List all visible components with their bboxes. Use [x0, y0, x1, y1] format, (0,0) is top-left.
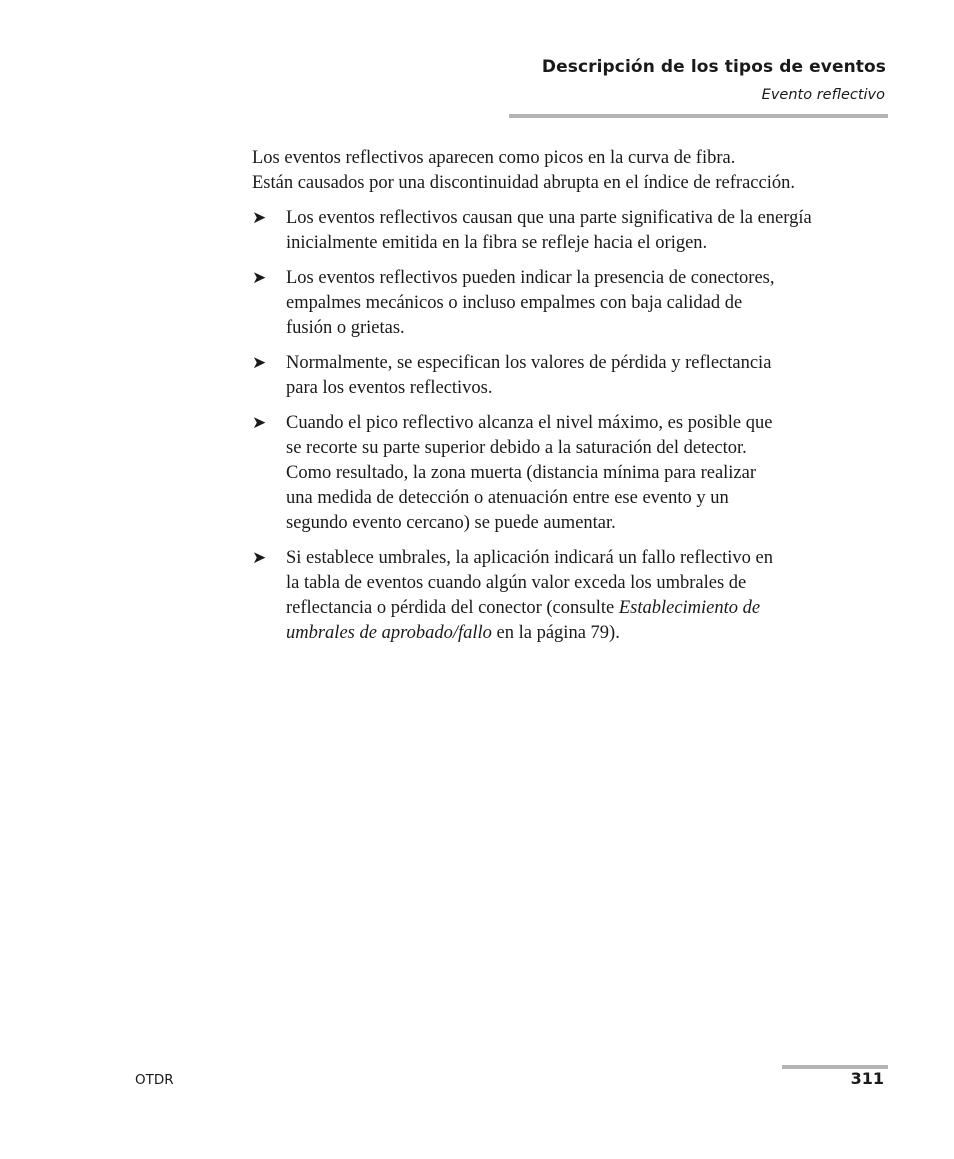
bullet-line: [286, 596, 886, 621]
intro-paragraph: [252, 146, 892, 196]
bullet-text: en la página 79).: [491, 623, 620, 643]
page-number: 311: [850, 1069, 884, 1088]
bullet-item: [252, 266, 886, 341]
bullet-arrow-icon: ➤: [252, 268, 267, 288]
bullet-item: [252, 351, 886, 401]
body-text: [252, 146, 892, 656]
bullet-arrow-icon: ➤: [252, 208, 267, 228]
intro-line: Los eventos reflectivos aparecen como picos en la curva de fibra.: [252, 148, 736, 168]
bullet-line: [286, 621, 886, 646]
bullet-line: inicialmente emitida en la fibra se refleje hacia el origen.: [286, 233, 708, 253]
bullet-line: Como resultado, la zona muerta (distancia mínima para realizar: [286, 463, 757, 483]
bullet-list: [252, 206, 892, 646]
header-subtitle: Evento reflectivo: [761, 87, 885, 103]
bullet-arrow-icon: ➤: [252, 413, 267, 433]
footer-product-name: OTDR: [135, 1072, 174, 1088]
bullet-line: se recorte su parte superior debido a la saturación del detector.: [286, 438, 747, 458]
cross-reference-link[interactable]: Establecimiento de: [618, 598, 761, 618]
bullet-line: fusión o grietas.: [286, 318, 405, 338]
bullet-line: empalmes mecánicos o incluso empalmes con baja calidad de: [286, 293, 743, 313]
cross-reference-link[interactable]: umbrales de aprobado/fallo: [286, 623, 492, 643]
bullet-arrow-icon: ➤: [252, 548, 267, 568]
intro-line: Están causados por una discontinuidad abrupta en el índice de refracción.: [252, 173, 795, 193]
bullet-line: Si establece umbrales, la aplicación indicará un fallo reflectivo en: [286, 548, 773, 568]
bullet-line: la tabla de eventos cuando algún valor exceda los umbrales de: [286, 573, 747, 593]
bullet-line: para los eventos reflectivos.: [286, 378, 493, 398]
bullet-line: Normalmente, se especifican los valores de pérdida y reflectancia: [286, 353, 772, 373]
bullet-line: Cuando el pico reflectivo alcanza el nivel máximo, es posible que: [286, 413, 773, 433]
header-rule: [509, 114, 888, 118]
bullet-item: [252, 546, 886, 646]
bullet-arrow-icon: ➤: [252, 353, 267, 373]
bullet-item: [252, 411, 886, 536]
bullet-line: una medida de detección o atenuación entre ese evento y un: [286, 488, 729, 508]
bullet-text: reflectancia o pérdida del conector (consulte: [286, 598, 619, 618]
header-title: Descripción de los tipos de eventos: [541, 57, 886, 77]
bullet-line: Los eventos reflectivos pueden indicar la presencia de conectores,: [286, 268, 775, 288]
bullet-item: [252, 206, 886, 256]
bullet-line: Los eventos reflectivos causan que una parte significativa de la energía: [286, 208, 812, 228]
bullet-line: segundo evento cercano) se puede aumentar.: [286, 513, 616, 533]
